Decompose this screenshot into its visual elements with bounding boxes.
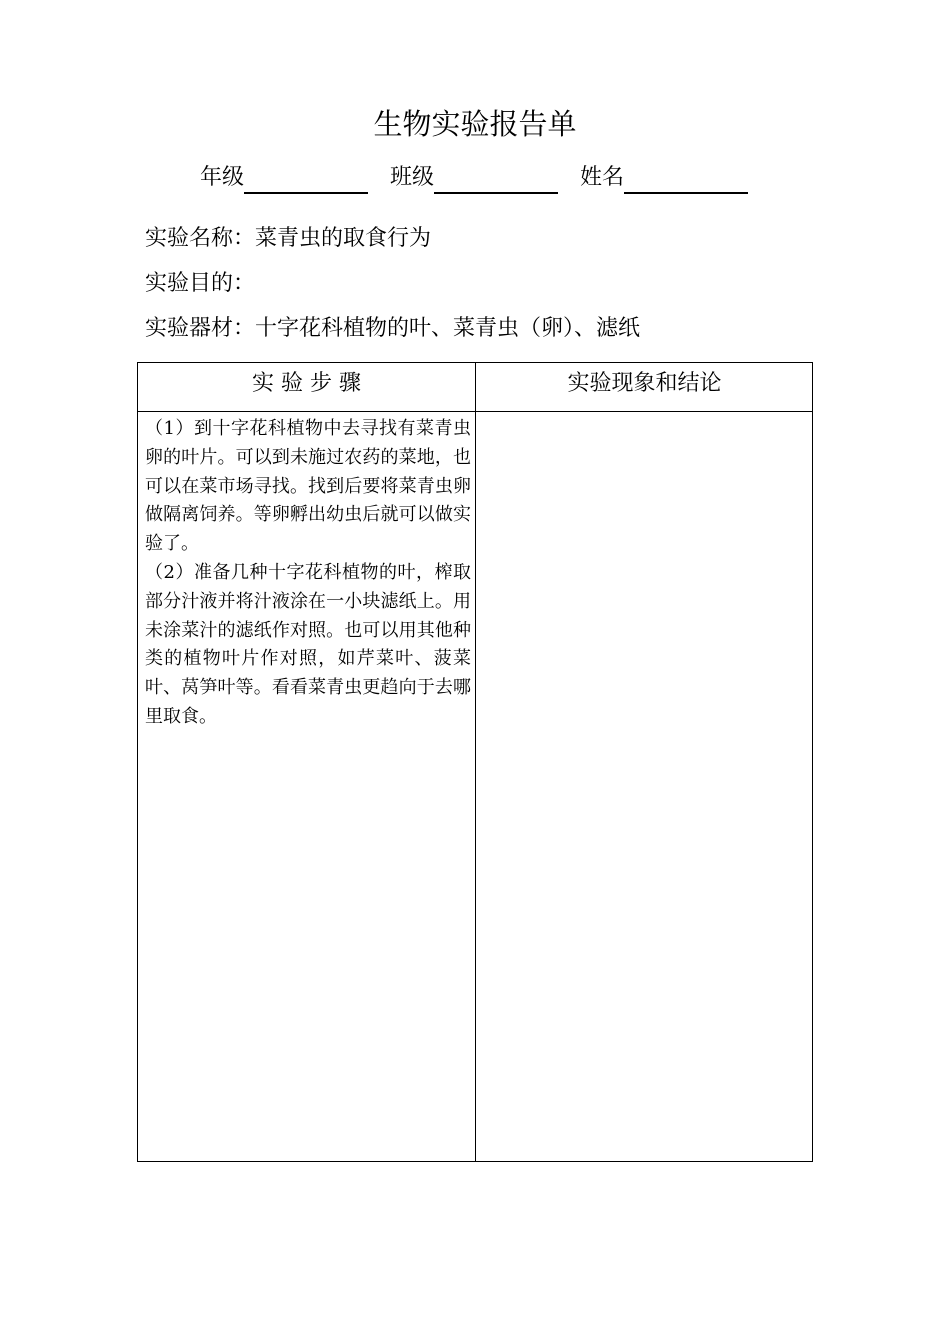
steps-header: 实 验 步 骤 [252,371,361,396]
class-field [390,162,558,194]
class-label: 班级 [390,165,435,190]
steps-cell [145,415,471,732]
name-blank [624,162,748,194]
name-label: 姓名 [580,165,625,190]
experiment-materials: 实验器材：十字花科植物的叶、菜青虫（卵）、滤纸 [145,316,641,341]
grade-field [200,162,368,194]
step-item: （2）准备几种十字花科植物的叶，榨取部分汁液并将汁液涂在一小块滤纸上。用未涂菜汁的滤纸作对照。也可以用其他种类的植物叶片作对照，如芹菜叶、菠菜叶、莴笋叶等。看看菜青虫更趋向于去哪里取食。 [145,561,471,727]
experiment-name: 实验名称：菜青虫的取食行为 [145,226,432,251]
name-field [580,162,748,194]
report-table [137,362,813,1162]
results-header: 实验现象和结论 [567,371,722,396]
column-divider [475,363,476,1161]
header-divider [138,411,812,412]
page-title: 生物实验报告单 [373,107,577,141]
grade-label: 年级 [200,165,245,190]
grade-blank [244,162,368,194]
class-blank [434,162,558,194]
step-item: （1）到十字花科植物中去寻找有菜青虫卵的叶片。可以到未施过农药的菜地，也可以在菜市场寻找。找到后要将菜青虫卵做隔离饲养。等卵孵出幼虫后就可以做实验了。 [145,418,471,555]
experiment-purpose: 实验目的： [145,271,256,296]
